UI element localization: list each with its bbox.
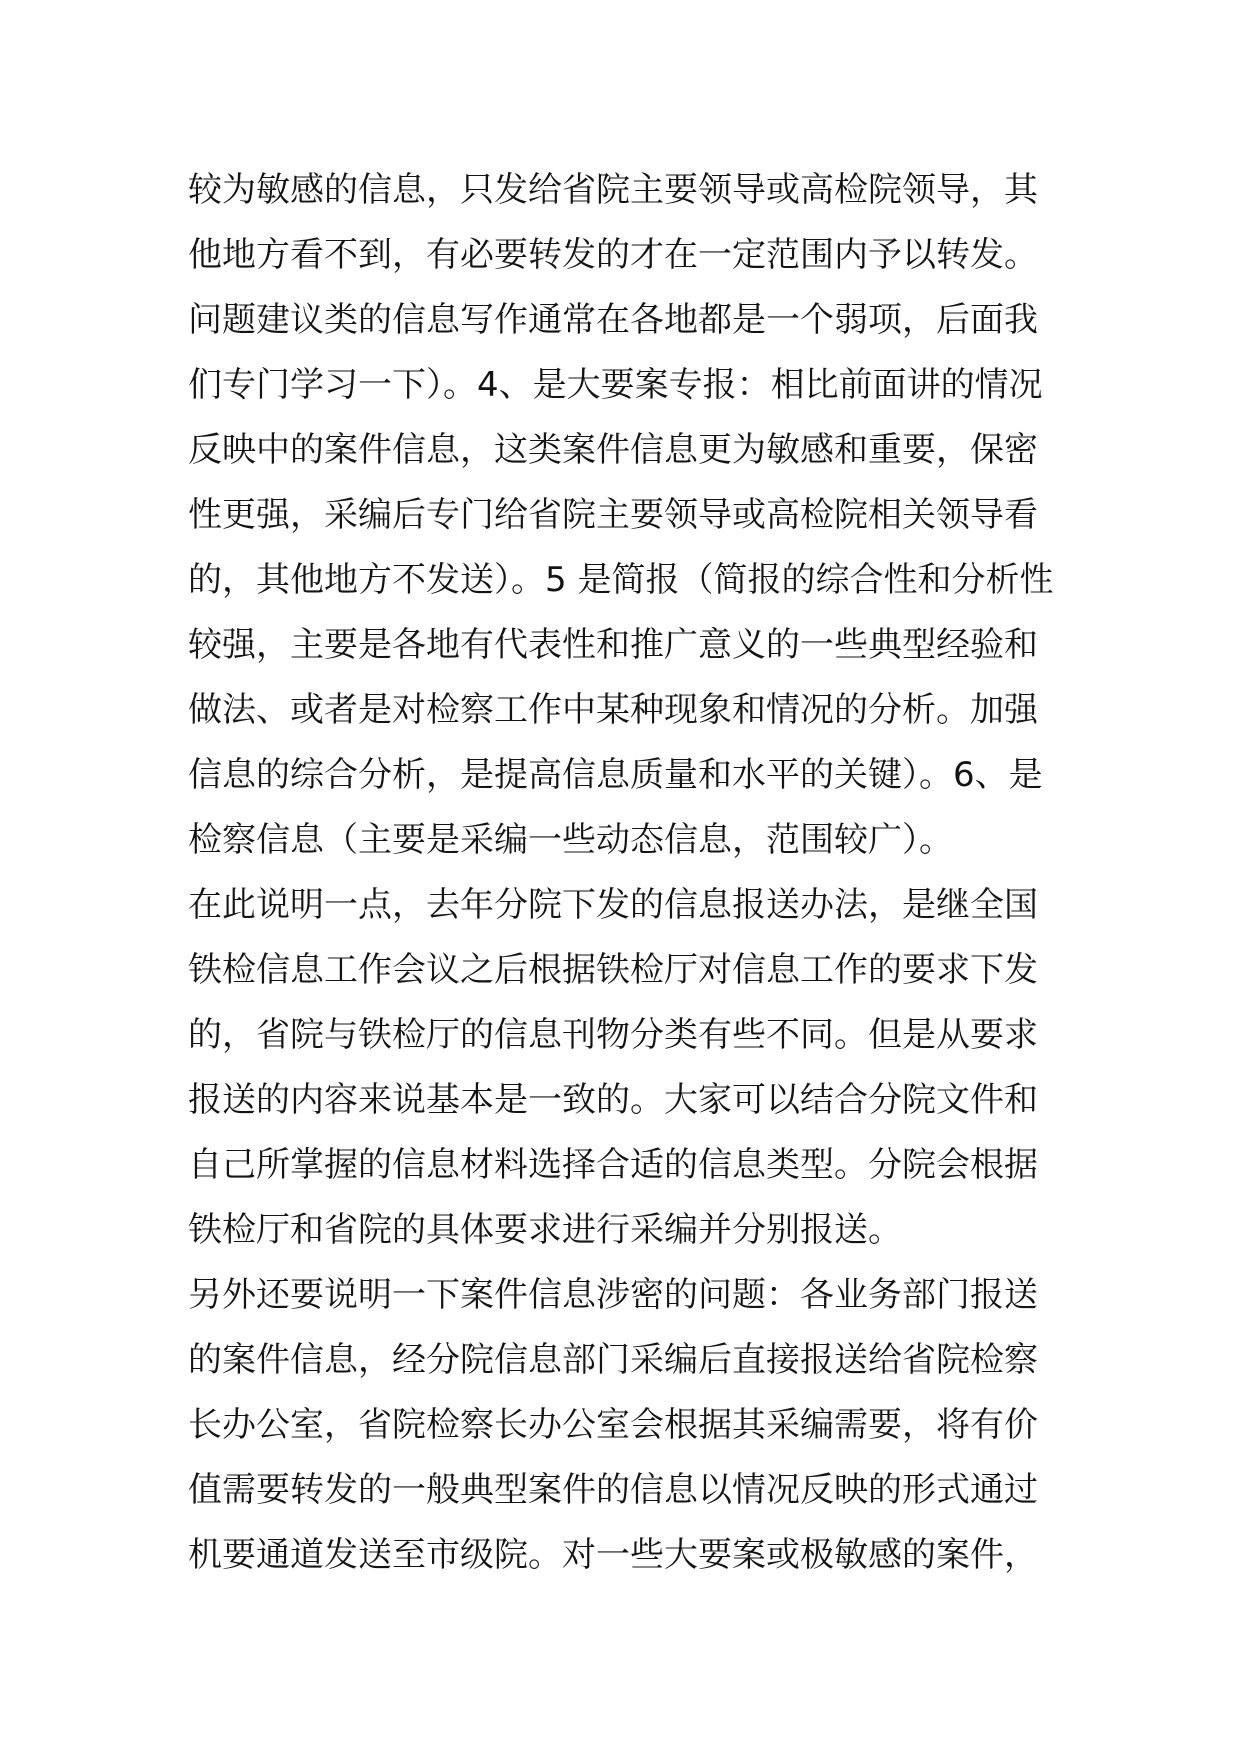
text-line: 们专门学习一下）。4、是大要案专报：相比前面讲的情况 — [188, 365, 1043, 405]
text-line: 信息的综合分析，是提高信息质量和水平的关键）。6、是 — [188, 755, 1043, 795]
text-line: 较为敏感的信息，只发给省院主要领导或高检院领导，其 — [188, 170, 1038, 210]
text-line: 机要通道发送至市级院。对一些大要案或极敏感的案件， — [188, 1535, 1038, 1575]
text-line: 铁检厅和省院的具体要求进行采编并分别报送。 — [188, 1210, 902, 1250]
text-line: 铁检信息工作会议之后根据铁检厅对信息工作的要求下发 — [188, 950, 1038, 990]
text-line: 他地方看不到，有必要转发的才在一定范围内予以转发。 — [188, 235, 1038, 275]
paragraph-reporting-rules — [188, 873, 1058, 1263]
paragraph-case-info-types — [188, 158, 1058, 873]
text-line: 另外还要说明一下案件信息涉密的问题：各业务部门报送 — [188, 1275, 1038, 1315]
text-line: 自己所掌握的信息材料选择合适的信息类型。分院会根据 — [188, 1145, 1038, 1185]
text-line: 较强，主要是各地有代表性和推广意义的一些典型经验和 — [188, 625, 1038, 665]
text-line: 在此说明一点，去年分院下发的信息报送办法，是继全国 — [188, 885, 1038, 925]
text-line: 问题建议类的信息写作通常在各地都是一个弱项，后面我 — [188, 300, 1038, 340]
document-body — [188, 158, 1058, 1588]
text-line: 做法、或者是对检察工作中某种现象和情况的分析。加强 — [188, 690, 1038, 730]
text-line: 长办公室，省院检察长办公室会根据其采编需要，将有价 — [188, 1405, 1038, 1445]
text-line: 的，省院与铁检厅的信息刊物分类有些不同。但是从要求 — [188, 1015, 1038, 1055]
text-line: 报送的内容来说基本是一致的。大家可以结合分院文件和 — [188, 1080, 1038, 1120]
text-line: 反映中的案件信息，这类案件信息更为敏感和重要，保密 — [188, 430, 1038, 470]
paragraph-confidentiality — [188, 1263, 1058, 1588]
text-line: 的，其他地方不发送）。5 是简报（简报的综合性和分析性 — [188, 560, 1054, 600]
text-line: 性更强，采编后专门给省院主要领导或高检院相关领导看 — [188, 495, 1038, 535]
text-line: 检察信息（主要是采编一些动态信息，范围较广）。 — [188, 820, 953, 860]
text-line: 值需要转发的一般典型案件的信息以情况反映的形式通过 — [188, 1470, 1038, 1510]
text-line: 的案件信息，经分院信息部门采编后直接报送给省院检察 — [188, 1340, 1038, 1380]
